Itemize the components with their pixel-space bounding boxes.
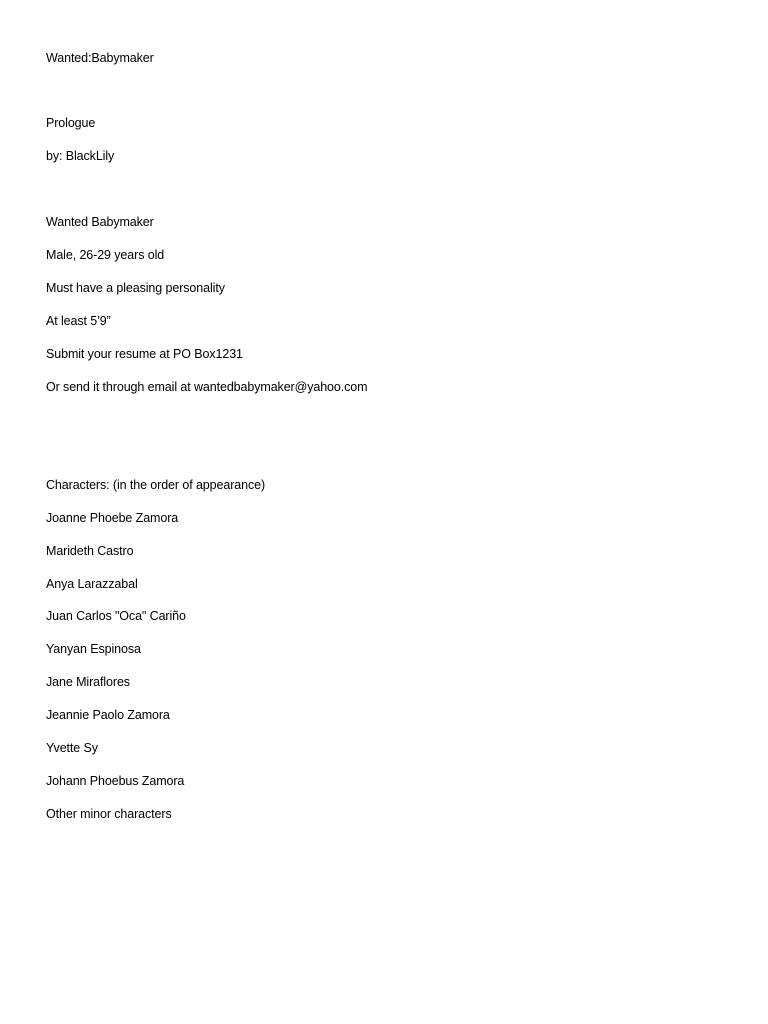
character-item: Juan Carlos "Oca" Cariño <box>46 609 186 623</box>
character-item: Joanne Phoebe Zamora <box>46 511 179 525</box>
character-item: Marideth Castro <box>46 544 134 558</box>
character-item: Other minor characters <box>46 807 172 821</box>
document-title: Wanted:Babymaker <box>46 51 154 65</box>
ad-line-email: Or send it through email at wantedbabymaker@yahoo.com <box>46 380 368 394</box>
ad-line-personality: Must have a pleasing personality <box>46 281 225 295</box>
byline: by: BlackLily <box>46 149 115 163</box>
character-item: Yvette Sy <box>46 741 98 755</box>
character-item: Yanyan Espinosa <box>46 642 141 656</box>
character-item: Jane Miraflores <box>46 675 130 689</box>
character-item: Anya Larazzabal <box>46 577 138 591</box>
ad-heading: Wanted Babymaker <box>46 215 154 229</box>
chapter-title: Prologue <box>46 116 96 130</box>
character-item: Johann Phoebus Zamora <box>46 774 185 788</box>
ad-line-age: Male, 26-29 years old <box>46 248 165 262</box>
ad-line-resume: Submit your resume at PO Box1231 <box>46 347 243 361</box>
ad-line-height: At least 5’9” <box>46 314 111 328</box>
character-item: Jeannie Paolo Zamora <box>46 708 170 722</box>
characters-heading: Characters: (in the order of appearance) <box>46 478 266 492</box>
